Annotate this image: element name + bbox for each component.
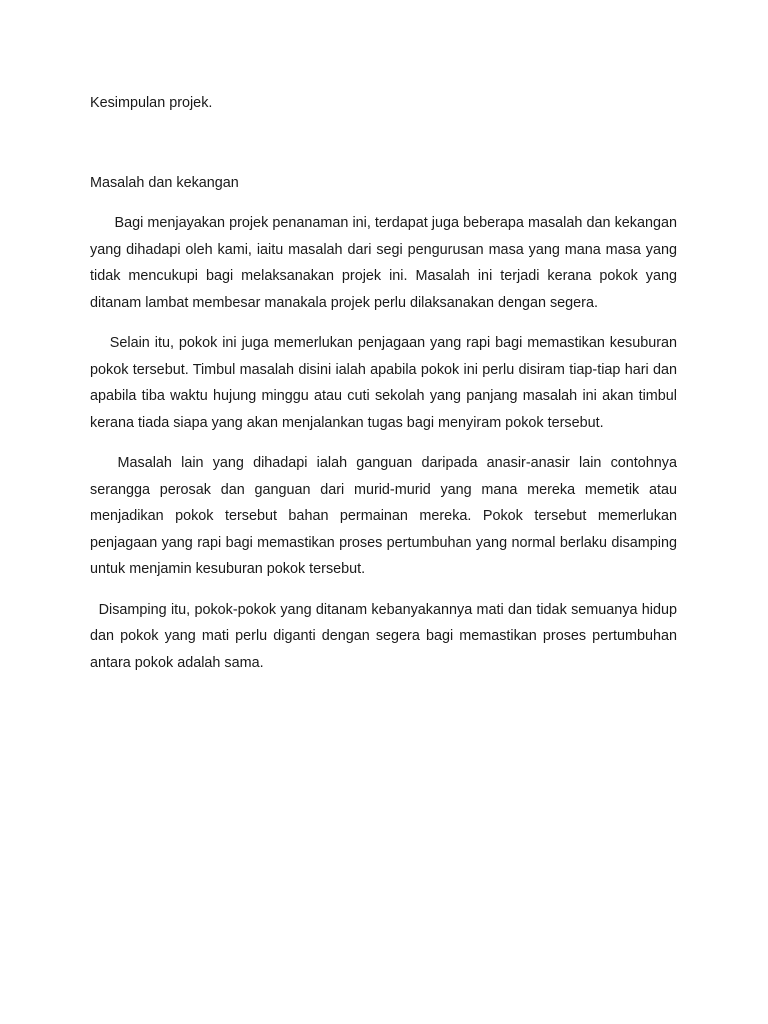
document-body <box>90 90 682 676</box>
paragraph-4: Disamping itu, pokok-pokok yang ditanam kebanyakannya mati dan tidak semuanya hidup dan pokok yang mati perlu diganti dengan segera bagi memastikan proses pertumbuhan antara pokok adalah sama. <box>90 601 681 671</box>
section-heading: Masalah dan kekangan <box>90 174 239 191</box>
paragraph-1: Bagi menjayakan projek penanaman ini, terdapat juga beberapa masalah dan kekangan yang dihadapi oleh kami, iaitu masalah dari segi pengurusan masa yang mana masa yang tidak mencukupi bagi melaksanakan projek ini. Masalah ini terjadi kerana pokok yang ditanam lambat membesar manakala projek perlu dilaksanakan dengan segera. <box>90 215 681 311</box>
document-title: Kesimpulan projek. <box>90 95 213 111</box>
paragraph-3: Masalah lain yang dihadapi ialah ganguan daripada anasir-anasir lain contohnya serangga perosak dan ganguan dari murid-murid yang mana mereka memetik atau menjadikan pokok tersebut bahan permainan mereka. Pokok tersebut memerlukan penjagaan yang rapi bagi memastikan proses pertumbuhan yang normal berlaku disamping untuk menjamin kesuburan pokok tersebut. <box>90 455 682 577</box>
paragraph-2: Selain itu, pokok ini juga memerlukan penjagaan yang rapi bagi memastikan kesuburan pokok tersebut. Timbul masalah disini ialah apabila pokok ini perlu disiram tiap-tiap hari dan apabila tiba waktu hujung minggu atau cuti sekolah yang panjang masalah ini akan timbul kerana tiada siapa yang akan menjalankan tugas bagi menyiram pokok tersebut. <box>90 335 681 431</box>
